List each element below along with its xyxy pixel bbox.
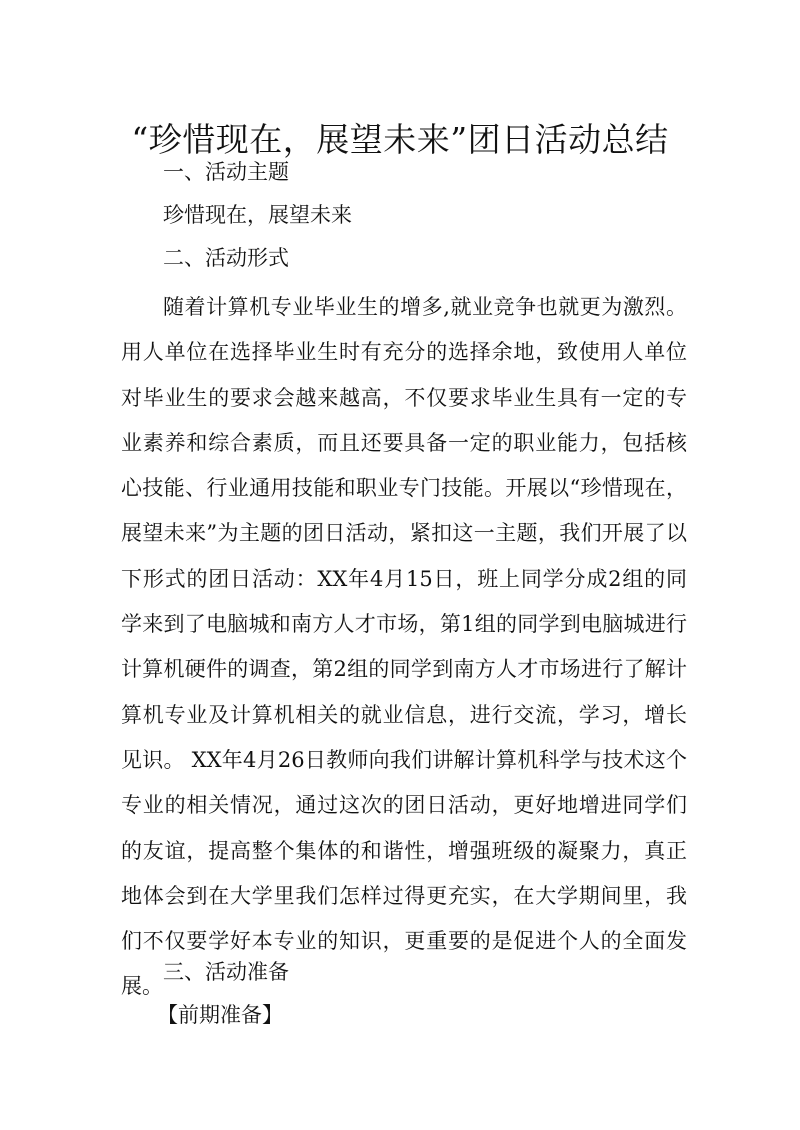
theme-content: 珍惜现在，展望未来 — [163, 203, 352, 227]
document-title: “珍惜现在，展望未来”团日活动总结 — [131, 120, 669, 160]
subheading-early-preparation: 【前期准备】 — [157, 1003, 283, 1027]
section-heading-preparation: 三、活动准备 — [163, 960, 289, 984]
section-heading-theme: 一、活动主题 — [163, 160, 289, 184]
section-heading-format: 二、活动形式 — [163, 246, 289, 270]
format-paragraph: 随着计算机专业毕业生的增多,就业竞争也就更为激烈。用人单位在选择毕业生时有充分的选择余地，致使用人单位对毕业生的要求会越来越高，不仅要求毕业生具有一定的专业素养和综合素质，而且还要具备一定的职业能力，包括核心技能、行业通用技能和职业专门技能。开展以“珍惜现在，展望未来”为主题的团日活动，紧扣这一主题，我们开展了以下形式的团日活动：XX年4月15日，班上同学分成2组的同学来到了电脑城和南方人才市场，第1组的同学到电脑城进行计算机硬件的调查，第2组的同学到南方人才市场进行了解计算机专业及计算机相关的就业信息，进行交流，学习，增长见识。 XX年4月26日教师向我们讲解计算机科学与技术这个专业的相关情况，通过这次的团日活动，更好地增进同学们的友谊，提高整个集体的和谐性，增强班级的凝聚力，真正地体会到在大学里我们怎样过得更充实，在大学期间里，我们不仅要学好本专业的知识，更重要的是促进个人的全面发展。 — [121, 295, 687, 999]
